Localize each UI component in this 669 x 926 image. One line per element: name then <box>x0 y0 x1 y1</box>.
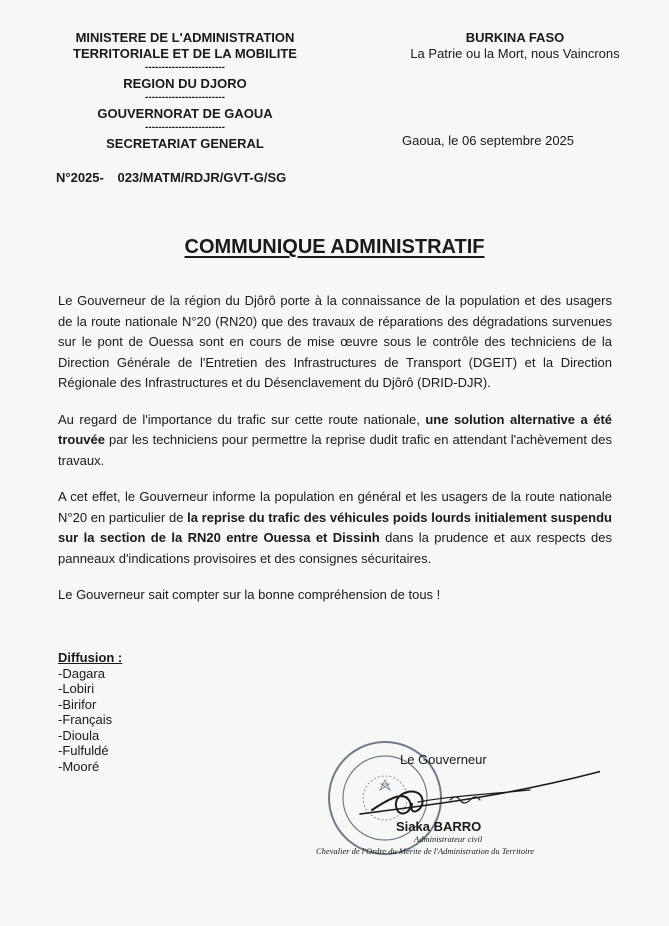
country-name: BURKINA FASO <box>465 30 565 45</box>
signatory-honor: Chevalier de l'Ordre du Mérite de l'Administration du Territoire <box>316 846 535 856</box>
gouvernorat-name: GOUVERNORAT DE GAOUA <box>97 106 273 121</box>
signatory-name: Siaka BARRO <box>396 819 482 834</box>
diffusion-item: -Dioula <box>58 727 100 743</box>
paragraph-2 <box>58 410 612 472</box>
paragraph-2-part-a: Au regard de l'importance du trafic sur cette route nationale, <box>58 411 426 427</box>
paragraph-2-part-c: par les techniciens pour permettre la reprise dudit trafic en attendant l'achèvement des travaux. <box>58 432 612 468</box>
header-separator: ------------------------ <box>145 62 225 73</box>
paragraph-3-part-c: dans la prudence et aux respects des panneaux d'indications provisoires et des consignes sécuritaires. <box>58 530 612 566</box>
communique-body <box>58 291 612 622</box>
diffusion-item: -Dagara <box>58 665 105 681</box>
country-header <box>390 30 640 62</box>
paragraph-2-bold: une solution alternative a été trouvée <box>58 411 613 447</box>
reference-code: 023/MATM/RDJR/GVT-G/SG <box>117 170 287 185</box>
secretariat-name: SECRETARIAT GENERAL <box>106 136 264 151</box>
diffusion-item: -Fulfuldé <box>58 743 109 758</box>
paragraph-3-bold: la reprise du trafic des véhicules poids lourds initialement suspendu sur la section de la RN20 entre Ouessa et Dissinh <box>58 509 612 545</box>
diffusion-items <box>58 666 122 775</box>
paragraph-1: Le Gouverneur de la région du Djôrô porte à la connaissance de la population et des usagers de la route nationale N°20 (RN20) que des travaux de réparations des dégradations survenues sur le pont de Ouessa sont en cours de mise œuvre sous le contrôle des techniciens de la Direction Générale de l'Entretien des Infrastructures de Transport (DGEIT) et la Direction Régionale des Infrastructures et du Désenclavement du Djôrô (DRID-DJR). <box>58 293 612 390</box>
paragraph-3-part-a: A cet effet, le Gouverneur informe la population en général et les usagers de la route nationale N°20 en particulier de <box>58 489 612 525</box>
reference-prefix: N°2025- <box>56 170 104 185</box>
header-separator: ------------------------ <box>145 122 225 133</box>
handwritten-signature-icon <box>360 770 600 814</box>
signatory-role: Administrateur civil <box>414 834 483 844</box>
document-title-text: COMMUNIQUE ADMINISTRATIF <box>184 236 485 258</box>
reference-number <box>56 170 286 185</box>
ministry-name-line2: TERRITORIALE ET DE LA MOBILITE <box>73 46 297 61</box>
header-separator: ------------------------ <box>145 92 225 103</box>
signatory-title: Le Gouverneur <box>400 752 487 767</box>
diffusion-heading: Diffusion : <box>58 650 123 665</box>
diffusion-list <box>58 650 122 774</box>
document-title <box>0 236 669 259</box>
paragraph-3 <box>58 487 612 569</box>
diffusion-item: -Français <box>58 712 113 727</box>
diffusion-item: -Mooré <box>58 758 100 774</box>
paragraph-4: Le Gouverneur sait compter sur la bonne compréhension de tous ! <box>58 587 441 602</box>
national-motto: La Patrie ou la Mort, nous Vaincrons <box>410 46 620 61</box>
diffusion-item: -Lobiri <box>58 681 95 696</box>
document-date: Gaoua, le 06 septembre 2025 <box>402 133 575 148</box>
diffusion-item: -Birifor <box>58 696 97 712</box>
region-name: REGION DU DJORO <box>123 76 247 91</box>
ministry-header <box>40 30 330 152</box>
ministry-name-line1: MINISTERE DE L'ADMINISTRATION <box>75 30 295 45</box>
